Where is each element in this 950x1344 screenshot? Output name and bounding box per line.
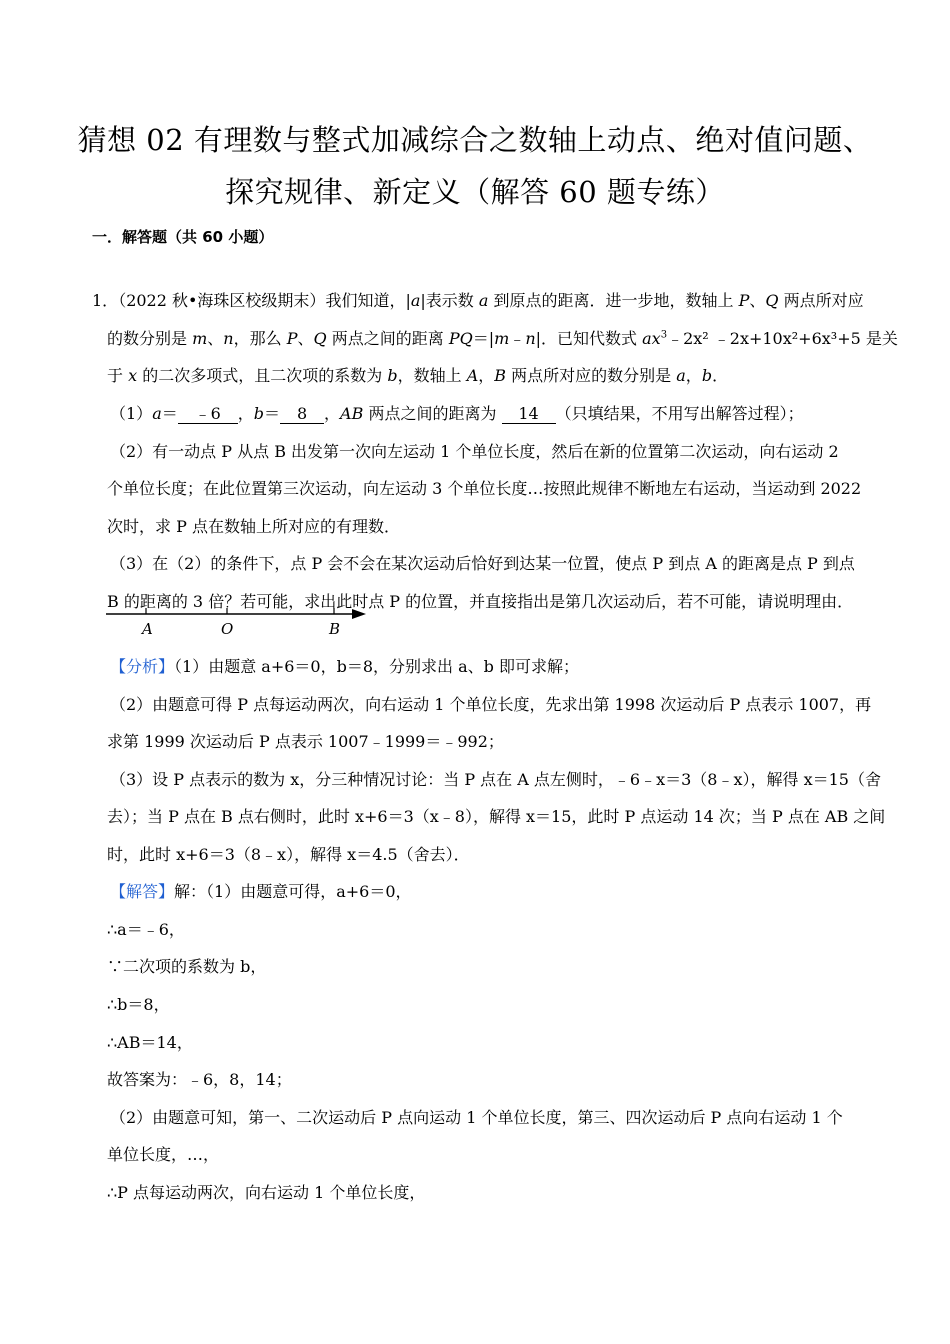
analysis-line-1: 【分析】（1）由题意 a+6＝0，b＝8，分别求出 a、b 即可求解；	[110, 657, 579, 676]
analysis-line-5: 去）；当 P 点在 B 点右侧时，此时 x+6＝3（x﹣8），解得 x＝15，此时 P 点运动 14 次；当 P 点在 AB 之间	[107, 807, 886, 826]
part-1: （1）a＝ ﹣6 ，b＝ 8 ，AB 两点之间的距离为 14 （只填结果，不用写出解答过程）；	[110, 404, 804, 423]
page-title-line-2: 探究规律、新定义（解答 60 题专练）	[225, 175, 725, 209]
label-b: B	[329, 620, 341, 638]
analysis-line-6: 时，此时 x+6＝3（8﹣x），解得 x＝4.5（舍去）．	[107, 845, 470, 864]
polynomial-expression: ﹣2x² ﹣2x+10x²+6x³+5	[667, 329, 861, 348]
answer-tag: 【解答】	[110, 882, 175, 901]
label-o: O	[221, 620, 234, 638]
analysis-line-2: （2）由题意可得 P 点每运动两次，向右运动 1 个单位长度，先求出第 1998 次运动后 P 点表示 1007，再	[110, 695, 872, 714]
part-3-line-2: B 的距离的 3 倍？若可能，求出此时点 P 的位置，并直接指出是第几次运动后，若不可能，请说明理由．	[107, 592, 854, 611]
answer-blank-ab: 14	[502, 405, 556, 424]
answer-line-7: （2）由题意可知，第一、二次运动后 P 点向运动 1 个单位长度，第三、四次运动后 P 点向右运动 1 个	[110, 1108, 843, 1127]
page-title-line-1: 猜想 02 有理数与整式加减综合之数轴上动点、绝对值问题、	[77, 123, 873, 157]
part-2-line-3: 次时，求 P 点在数轴上所对应的有理数．	[107, 517, 400, 536]
number-line-arrow	[352, 609, 366, 619]
question-stem-line-1: 1．（2022 秋•海珠区校级期末）我们知道，|a|表示数 a 到原点的距离．进一步地，数轴上 P、Q 两点所对应	[92, 291, 864, 310]
answer-line-3: ∵二次项的系数为 b，	[107, 957, 267, 976]
answer-line-9: ∴P 点每运动两次，向右运动 1 个单位长度，	[107, 1183, 426, 1202]
label-a: A	[142, 620, 153, 638]
section-heading: 一．解答题（共 60 小题）	[92, 228, 274, 246]
question-stem-line-3: 于 x 的二次多项式，且二次项的系数为 b，数轴上 A，B 两点所对应的数分别是 a，b．	[107, 366, 729, 385]
question-source: （2022 秋•海珠区校级期末）	[118, 291, 326, 310]
analysis-line-4: （3）设 P 点表示的数为 x，分三种情况讨论：当 P 点在 A 点左侧时，﹣6﹣x＝3（8﹣x），解得 x＝15（舍	[110, 770, 881, 789]
answer-blank-b: 8	[280, 405, 324, 424]
analysis-tag: 【分析】	[110, 657, 175, 676]
part-2-line-2: 个单位长度；在此位置第三次运动，向左运动 3 个单位长度…按照此规律不断地左右运动，当运动到 2022	[107, 479, 862, 498]
answer-line-1: 【解答】解：（1）由题意可得，a+6＝0，	[110, 882, 412, 901]
answer-line-6: 故答案为：﹣6，8，14；	[107, 1070, 292, 1089]
part-2-line-1: （2）有一动点 P 从点 B 出发第一次向左运动 1 个单位长度，然后在新的位置第二次运动，向右运动 2	[110, 442, 839, 461]
number-line-figure	[104, 600, 374, 640]
answer-line-2: ∴a＝﹣6，	[107, 920, 185, 939]
answer-line-4: ∴b＝8，	[107, 995, 170, 1014]
answer-blank-a: ﹣6	[178, 405, 238, 424]
question-stem-line-2: 的数分别是 m、n，那么 P、Q 两点之间的距离 PQ＝|m﹣n|．已知代数式 $ax^3﹣2x^2$ ﹣2x+10x²+6x³+5 是关	[107, 329, 898, 348]
answer-line-8: 单位长度，…，	[107, 1145, 220, 1164]
part-3-line-1: （3）在（2）的条件下，点 P 会不会在某次运动后恰好到达某一位置，使点 P 到点 A 的距离是点 P 到点	[110, 554, 855, 573]
analysis-line-3: 求第 1999 次运动后 P 点表示 1007﹣1999＝﹣992；	[107, 732, 504, 751]
answer-line-5: ∴AB＝14，	[107, 1033, 193, 1052]
question-number: 1．	[92, 291, 119, 310]
